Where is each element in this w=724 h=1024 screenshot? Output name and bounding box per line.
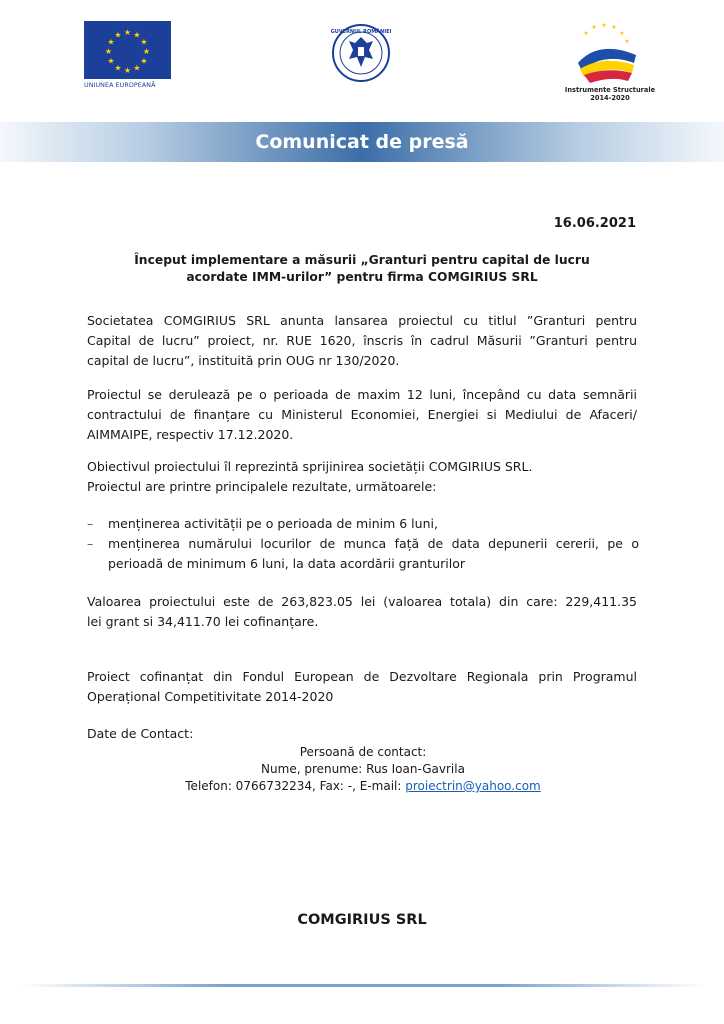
paragraph-line: lei grant si 34,411.70 lei cofinanțare. bbox=[87, 614, 319, 629]
paragraph-line: Capital de lucru” proiect, nr. RUE 1620, înscris în cadrul Măsurii ”Granturi pentru bbox=[87, 333, 637, 348]
contact-phone-line bbox=[87, 778, 639, 795]
headline bbox=[84, 252, 640, 286]
paragraph-line: Societatea COMGIRIUS SRL anunta lansarea proiectul cu titlul ”Granturi pentru bbox=[87, 313, 637, 328]
svg-text:★: ★ bbox=[601, 22, 607, 29]
paragraph-line: capital de lucru”, instituită prin OUG nr 130/2020. bbox=[87, 353, 400, 368]
svg-text:★: ★ bbox=[114, 63, 122, 73]
footer-divider bbox=[20, 984, 704, 987]
eu-flag-logo bbox=[84, 21, 171, 79]
results-list bbox=[87, 514, 639, 574]
svg-text:★: ★ bbox=[104, 47, 113, 56]
structural-instruments-logo bbox=[572, 17, 642, 87]
eu-stars-icon bbox=[84, 21, 171, 79]
svg-text:★: ★ bbox=[611, 24, 617, 31]
svg-text:★: ★ bbox=[123, 28, 132, 37]
headline-line: acordate IMM-urilor” pentru firma COMGIRIUS SRL bbox=[186, 270, 538, 284]
dash-bullet-icon: – bbox=[87, 536, 94, 551]
svg-text:★: ★ bbox=[619, 30, 625, 37]
contact-heading: Date de Contact: bbox=[87, 726, 194, 741]
svg-text:★: ★ bbox=[140, 56, 148, 66]
paragraph-line: Obiectivul proiectului îl reprezintă sprijinirea societății COMGIRIUS SRL. bbox=[87, 459, 533, 474]
svg-text:★: ★ bbox=[591, 24, 597, 31]
eu-label: UNIUNEA EUROPEANĂ bbox=[84, 82, 156, 89]
paragraph-line: Valoarea proiectului este de 263,823.05 lei (valoarea totala) din care: 229,411.35 bbox=[87, 594, 637, 609]
svg-text:★: ★ bbox=[624, 38, 630, 45]
svg-text:★: ★ bbox=[114, 30, 122, 40]
contact-phone: Telefon: 0766732234, Fax: -, E-mail: bbox=[185, 779, 402, 793]
svg-text:★: ★ bbox=[123, 66, 132, 75]
seal-top-text: GUVERNUL ROMÂNIEI bbox=[331, 29, 391, 35]
paragraph-line: AIMMAIPE, respectiv 17.12.2020. bbox=[87, 427, 294, 442]
svg-text:★: ★ bbox=[140, 37, 148, 47]
paragraph-line: Proiectul se derulează pe o perioada de maxim 12 luni, începând cu data semnării bbox=[87, 387, 637, 402]
headline-line: Început implementare a măsurii „Granturi pentru capital de lucru bbox=[134, 253, 590, 267]
paragraph-duration bbox=[87, 385, 637, 445]
government-seal-logo bbox=[331, 23, 391, 83]
banner-title: Comunicat de presă bbox=[255, 131, 469, 153]
paragraph-line: Proiect cofinanțat din Fondul European de Dezvoltare Regionala prin Programul bbox=[87, 669, 637, 684]
paragraph-cofinancing bbox=[87, 667, 637, 707]
list-item-text: menținerea numărului locurilor de munca față de data depunerii cererii, pe o bbox=[108, 536, 639, 551]
document-date: 16.06.2021 bbox=[553, 216, 636, 231]
paragraph-intro bbox=[87, 311, 637, 371]
is-label-line1: Instrumente Structurale bbox=[564, 86, 656, 94]
list-item-text: perioadă de minimum 6 luni, la data acordării granturilor bbox=[108, 556, 466, 571]
contact-block bbox=[87, 744, 639, 795]
list-item bbox=[87, 534, 639, 574]
svg-text:★: ★ bbox=[583, 30, 589, 37]
paragraph-line: Operațional Competitivitate 2014-2020 bbox=[87, 689, 334, 704]
svg-text:★: ★ bbox=[107, 37, 115, 47]
company-name: COMGIRIUS SRL bbox=[297, 912, 427, 928]
paragraph-objective bbox=[87, 457, 637, 497]
press-release-banner bbox=[0, 122, 724, 162]
svg-text:★: ★ bbox=[107, 56, 115, 66]
email-link[interactable]: proiectrin@yahoo.com bbox=[405, 779, 541, 793]
paragraph-value bbox=[87, 592, 637, 632]
svg-text:★: ★ bbox=[142, 47, 151, 56]
list-item-text: menținerea activității pe o perioada de minim 6 luni, bbox=[108, 516, 438, 531]
paragraph-line: contractului de finanțare cu Ministerul Economiei, Energiei si Mediului de Afaceri/ bbox=[87, 407, 637, 422]
structural-instruments-label bbox=[560, 86, 660, 102]
svg-text:★: ★ bbox=[133, 30, 141, 40]
contact-name: Nume, prenume: Rus Ioan-Gavrila bbox=[261, 762, 465, 776]
dash-bullet-icon: – bbox=[87, 516, 94, 531]
list-item bbox=[87, 514, 639, 534]
contact-person-label: Persoană de contact: bbox=[299, 745, 427, 759]
paragraph-line: Proiectul are printre principalele rezultate, următoarele: bbox=[87, 479, 437, 494]
is-label-line2: 2014-2020 bbox=[590, 94, 630, 102]
svg-text:★: ★ bbox=[133, 63, 141, 73]
